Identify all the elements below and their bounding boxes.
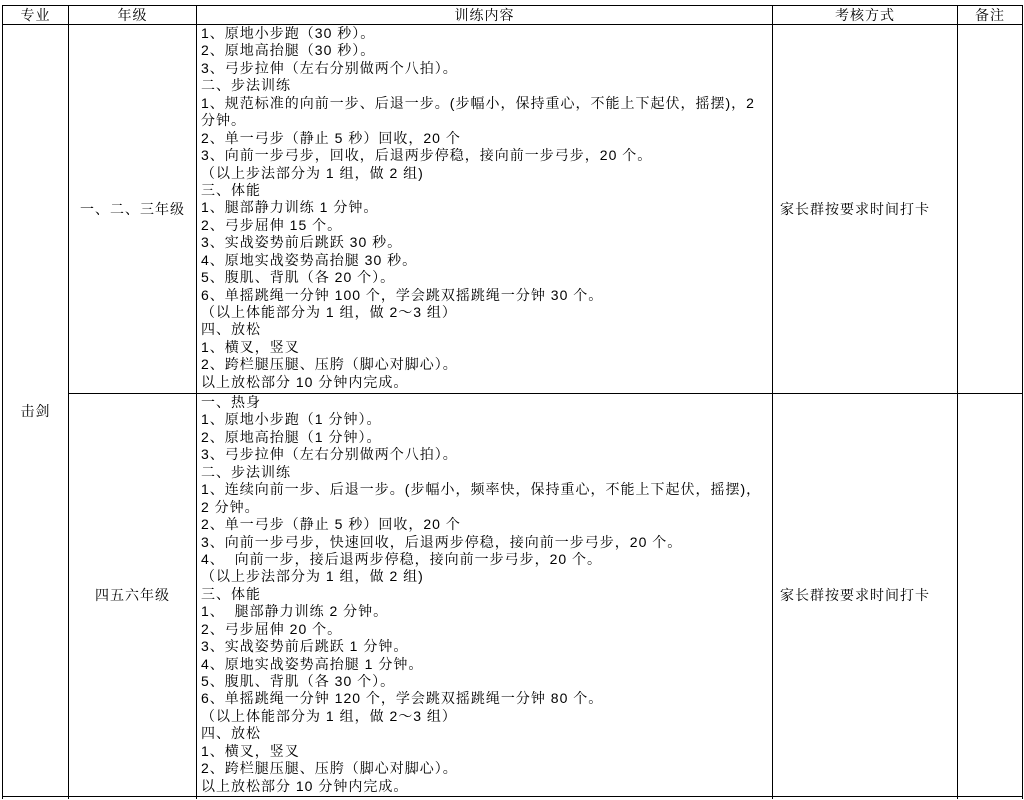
content-line: 4、原地实战姿势高抬腿 30 秒。 <box>201 251 418 268</box>
next-row-partial-cell <box>958 797 1023 799</box>
content-line: 5、腹肌、背肌（各 30 个）。 <box>201 673 396 689</box>
header-grade: 年级 <box>69 6 197 25</box>
row-2-grade-cell: 四五六年级 <box>69 394 197 797</box>
content-line: 分钟。 <box>201 112 246 129</box>
content-line: 2、弓步屈伸 15 个。 <box>201 216 343 233</box>
content-line: 1、连续向前一步、后退一步。(步幅小，频率快，保持重心，不能上下起伏，摇摆)， <box>201 481 762 498</box>
row-2-content-cell <box>197 394 773 797</box>
content-line: 6、单摇跳绳一分钟 100 个，学会跳双摇跳绳一分钟 30 个。 <box>201 286 604 303</box>
content-line: 1、横叉，竖叉 <box>201 338 300 355</box>
content-line: 1、横叉，竖叉 <box>201 742 300 759</box>
header-notes: 备注 <box>958 6 1023 25</box>
content-line: 2、原地高抬腿（1 分钟）。 <box>201 428 382 445</box>
content-line: 1、原地小步跑（30 秒）。 <box>201 25 376 41</box>
content-line: 3、向前一步弓步，回收，后退两步停稳，接向前一步弓步，20 个。 <box>201 147 653 164</box>
row-1-content-cell <box>197 25 773 394</box>
content-line: 以上放松部分 10 分钟内完成。 <box>201 777 409 794</box>
content-line: 2、跨栏腿压腿、压胯（脚心对脚心）。 <box>201 356 458 373</box>
content-line: 2、单一弓步（静止 5 秒）回收，20 个 <box>201 516 461 533</box>
next-row-partial-cell <box>69 797 197 799</box>
content-line: 2、弓步屈伸 20 个。 <box>201 620 343 637</box>
content-line: 3、弓步拉伸（左右分别做两个八拍）。 <box>201 446 458 463</box>
content-line: 三、体能 <box>201 181 261 198</box>
content-line: 二、步法训练 <box>201 463 291 480</box>
row-1-assessment-cell: 家长群按要求时间打卡 <box>773 25 958 394</box>
next-row-partial-cell <box>3 797 69 799</box>
content-line: 2、原地高抬腿（30 秒）。 <box>201 42 376 59</box>
content-line: 4、 向前一步，接后退两步停稳，接向前一步弓步，20 个。 <box>201 550 603 567</box>
content-line: 6、单摇跳绳一分钟 120 个，学会跳双摇跳绳一分钟 80 个。 <box>201 690 604 707</box>
next-row-partial-cell <box>197 797 773 799</box>
content-line: （以上体能部分为 1 组，做 2～3 组） <box>201 304 457 320</box>
content-line: 3、实战姿势前后跳跃 30 秒。 <box>201 234 403 251</box>
major-cell: 击剑 <box>3 25 69 797</box>
content-line: 以上放松部分 10 分钟内完成。 <box>201 373 409 390</box>
content-line: （以上步法部分为 1 组，做 2 组) <box>201 568 424 585</box>
content-line: 1、 腿部静力训练 2 分钟。 <box>201 603 389 620</box>
content-line: 3、向前一步弓步，快速回收，后退两步停稳，接向前一步弓步，20 个。 <box>201 533 683 550</box>
row-2-notes-cell <box>958 394 1023 797</box>
content-line: 三、体能 <box>201 585 261 602</box>
content-line: 3、实战姿势前后跳跃 1 分钟。 <box>201 638 409 655</box>
content-line: （以上步法部分为 1 组，做 2 组) <box>201 164 424 181</box>
content-line: 3、弓步拉伸（左右分别做两个八拍）。 <box>201 59 458 76</box>
content-line: 1、规范标准的向前一步、后退一步。(步幅小，保持重心，不能上下起伏，摇摆)，2 <box>201 94 755 111</box>
content-line: （以上体能部分为 1 组，做 2～3 组） <box>201 707 457 724</box>
content-line: 5、腹肌、背肌（各 20 个）。 <box>201 269 396 286</box>
header-major: 专业 <box>3 6 69 25</box>
row-1-grade-cell: 一、二、三年级 <box>69 25 197 394</box>
content-line: 一、热身 <box>201 394 261 410</box>
row-1-notes-cell <box>958 25 1023 394</box>
row-2-assessment-cell: 家长群按要求时间打卡 <box>773 394 958 797</box>
content-line: 2 分钟。 <box>201 498 260 515</box>
content-line: 2、跨栏腿压腿、压胯（脚心对脚心）。 <box>201 760 458 777</box>
header-content: 训练内容 <box>197 6 773 25</box>
content-line: 二、步法训练 <box>201 77 291 94</box>
content-line: 1、原地小步跑（1 分钟）。 <box>201 411 382 428</box>
content-line: 1、腿部静力训练 1 分钟。 <box>201 199 379 216</box>
training-table <box>2 5 1023 799</box>
next-row-partial-cell <box>773 797 958 799</box>
content-line: 四、放松 <box>201 725 261 742</box>
content-line: 4、原地实战姿势高抬腿 1 分钟。 <box>201 655 424 672</box>
content-line: 四、放松 <box>201 321 261 338</box>
header-assessment: 考核方式 <box>773 6 958 25</box>
content-line: 2、单一弓步（静止 5 秒）回收，20 个 <box>201 129 461 146</box>
